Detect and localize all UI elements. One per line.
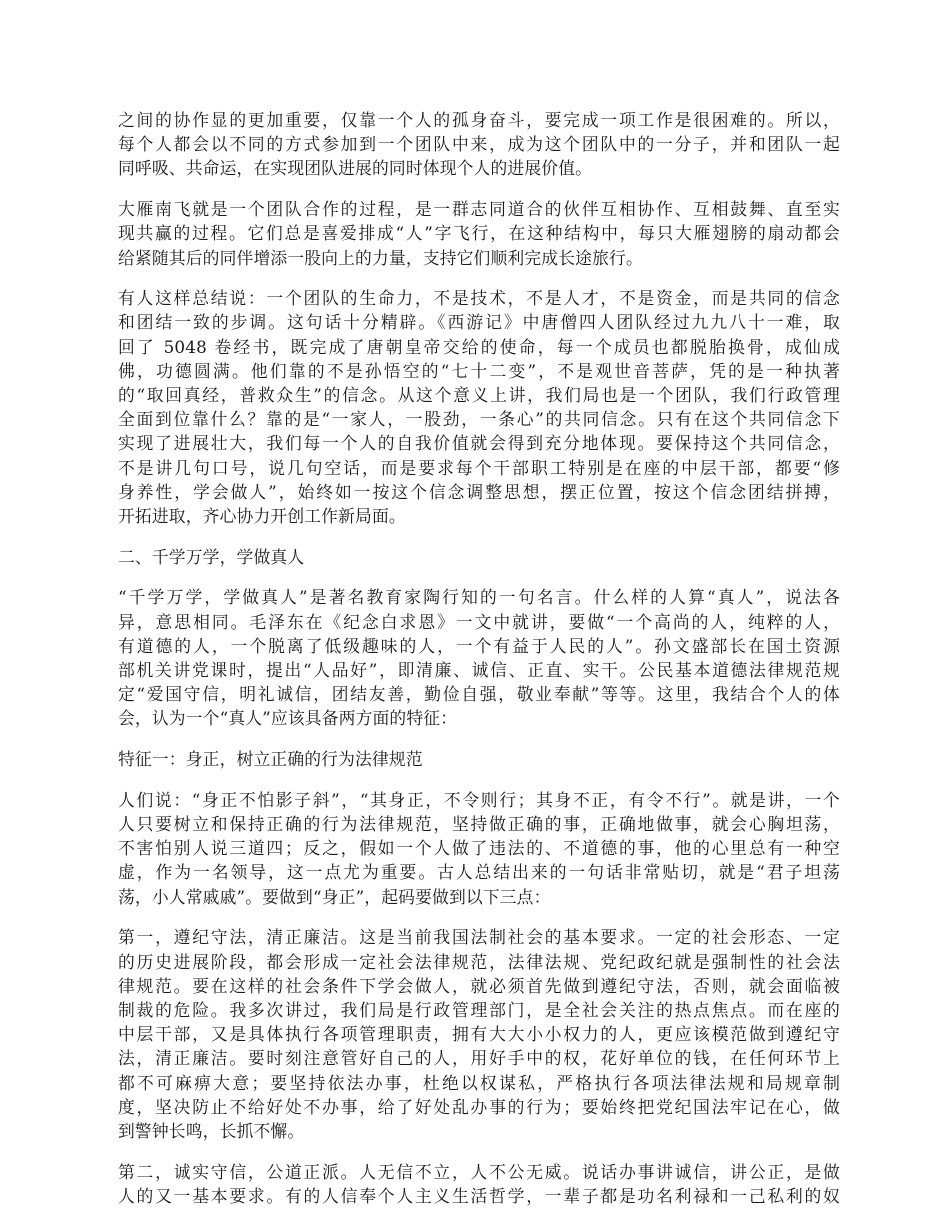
text-line: 律规范。要在这样的社会条件下学会做人，就必须首先做到遵纪守法，否则，就会面临被: [118, 975, 840, 996]
text-line: 度，坚决防止不给好处不办事，给了好处乱办事的行为；要始终把党纪国法牢记在心，做: [118, 1096, 840, 1117]
text-line: 全面到位靠什么？靠的是“一家人，一股劲，一条心”的共同信念。只有在这个共同信念下: [118, 409, 840, 430]
text-line: 第二，诚实守信，公道正派。人无信不立，人不公无威。说话办事讲诚信，讲公正，是做: [118, 1161, 840, 1182]
text-line: 给紧随其后的同伴增添一股向上的力量，支持它们顺利完成长途旅行。: [118, 247, 643, 268]
text-line: 每个人都会以不同的方式参加到一个团队中来，成为这个团队中的一分子，并和团队一起: [118, 134, 840, 155]
text-line: 法，清正廉洁。要时刻注意管好自己的人，用好手中的权，花好单位的钱，在任何环节上: [118, 1048, 840, 1069]
text-line: 定“爱国守信，明礼诚信，团结友善，勤俭自强，敬业奉献”等等。这里，我结合个人的体: [118, 684, 840, 705]
document-body: [118, 108, 840, 1225]
text-line: “千学万学，学做真人”是著名教育家陶行知的一句名言。什么样的人算“真人”，说法各: [118, 587, 840, 608]
text-line: 身养性，学会做人”，始终如一按这个信念调整思想，摆正位置，按这个信念团结拼搏，: [118, 481, 840, 502]
text-line: 部机关讲党课时，提出“人品好”，即清廉、诚信、正直、实干。公民基本道德法律规范规: [118, 660, 840, 681]
text-line: 的“取回真经，普救众生”的信念。从这个意义上讲，我们局也是一个团队，我们行政管理: [118, 385, 840, 406]
text-line: 异，意思相同。毛泽东在《纪念白求恩》一文中就讲，要做“一个高尚的人，纯粹的人，: [118, 611, 840, 632]
paragraph: [118, 108, 840, 181]
text-line: 佛，功德圆满。他们靠的不是孙悟空的“七十二变”，不是观世音菩萨，凭的是一种执著: [118, 360, 840, 381]
text-line: 有道德的人，一个脱离了低级趣味的人，一个有益于人民的人”。孙文盛部长在国土资源: [118, 635, 840, 656]
text-line: 不害怕别人说三道四；反之，假如一个人做了违法的、不道德的事，他的心里总有一种空: [118, 838, 840, 859]
text-line: 大雁南飞就是一个团队合作的过程，是一群志同道合的伙伴互相协作、互相鼓舞、直至实: [118, 199, 840, 220]
text-line: 之间的协作显的更加重要，仅靠一个人的孤身奋斗，要完成一项工作是很困难的。所以，: [118, 110, 840, 130]
paragraph: [118, 925, 840, 1143]
text-line: 人的又一基本要求。有的人信奉个人主义生活哲学，一辈子都是功名利禄和一己私利的奴: [118, 1185, 840, 1206]
text-line: 现共赢的过程。它们总是喜爱排成“人”字飞行，在这种结构中，每只大雁翅膀的扇动都会: [118, 223, 840, 244]
text-line: 第一，遵纪守法，清正廉洁。这是当前我国法制社会的基本要求。一定的社会形态、一定: [118, 927, 840, 948]
text-line: 开拓进取，齐心协力开创工作新局面。: [118, 506, 406, 527]
text-line: 制裁的危险。我多次讲过，我们局是行政管理部门，是全社会关注的热点焦点。而在座的: [118, 1000, 840, 1020]
paragraph: [118, 747, 840, 771]
text-line: 人们说：“身正不怕影子斜”，“其身正，不令则行；其身不正，有令不行”。就是讲，一个: [118, 789, 840, 810]
paragraph: [118, 585, 840, 730]
text-line: 特征一：身正，树立正确的行为法律规范: [118, 749, 423, 770]
text-line: 虚，作为一名领导，这一点尤为重要。古人总结出来的一句话非常贴切，就是“君子坦荡: [118, 862, 840, 883]
text-line: 回了 5048 卷经书，既完成了唐朝皇帝交给的使命，每一个成员也都脱胎换骨，成仙成: [118, 336, 840, 357]
paragraph: [118, 545, 840, 569]
text-line: 实现了进展壮大，我们每一个人的自我价值就会得到充分地体现。要保持这个共同信念，: [118, 433, 840, 454]
text-line: 中层干部，又是具体执行各项管理职责，拥有大大小小权力的人，更应该模范做到遵纪守: [118, 1024, 840, 1045]
paragraph: [118, 1160, 840, 1208]
paragraph: [118, 197, 840, 270]
paragraph: [118, 788, 840, 909]
text-line: 会，认为一个“真人”应该具备两方面的特征：: [118, 708, 458, 729]
text-line: 和团结一致的步调。这句话十分精辟。《西游记》中唐僧四人团队经过九九八十一难，取: [118, 312, 840, 333]
text-line: 都不可麻痹大意；要坚持依法办事，杜绝以权谋私，严格执行各项法律法规和局规章制: [118, 1072, 840, 1093]
text-line: 不是讲几句口号，说几句空话，而是要求每个干部职工特别是在座的中层干部，都要“修: [118, 457, 840, 478]
text-line: 荡，小人常戚戚”。要做到“身正”，起码要做到以下三点：: [118, 886, 551, 907]
text-line: 同呼吸、共命运，在实现团队进展的同时体现个人的进展价值。: [118, 158, 593, 179]
text-line: 人只要树立和保持正确的行为法律规范，坚持做正确的事，正确地做事，就会心胸坦荡，: [118, 814, 840, 835]
text-line: 有人这样总结说：一个团队的生命力，不是技术，不是人才，不是资金，而是共同的信念: [118, 288, 840, 309]
text-line: 到警钟长鸣，长抓不懈。: [118, 1121, 305, 1142]
text-line: 二、千学万学，学做真人: [118, 546, 305, 567]
text-line: 的历史进展阶段，都会形成一定社会法律规范，法律法规、党纪政纪就是强制性的社会法: [118, 951, 840, 972]
paragraph: [118, 286, 840, 528]
